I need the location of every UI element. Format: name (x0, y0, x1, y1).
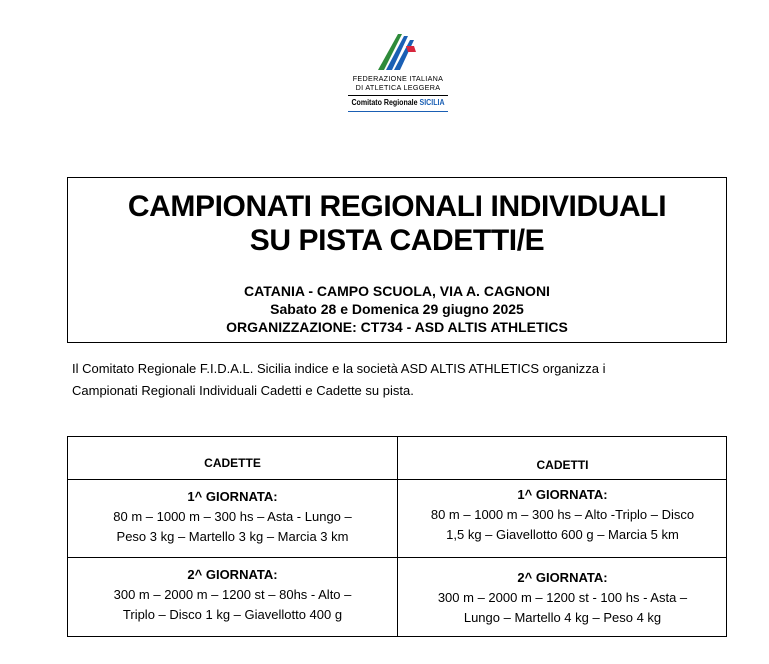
logo-underline (348, 111, 448, 112)
column-header-cadette: CADETTE (204, 456, 261, 470)
table-divider (68, 479, 726, 480)
table-cell-cadetti-day2 (398, 568, 727, 628)
events-line: 1,5 kg – Giavellotto 600 g – Marcia 5 km (446, 527, 679, 542)
day-label: 2^ GIORNATA: (517, 570, 608, 585)
intro-line: Campionati Regionali Individuali Cadetti e Cadette su pista. (72, 383, 414, 398)
table-divider (68, 557, 726, 558)
day-label: 1^ GIORNATA: (187, 489, 278, 504)
page-title-line1: CAMPIONATI REGIONALI INDIVIDUALI (127, 190, 667, 223)
events-line: 80 m – 1000 m – 300 hs – Alto -Triplo – Disco (430, 507, 695, 522)
column-header-cadetti: CADETTI (536, 458, 589, 472)
event-dates: Sabato 28 e Domenica 29 giugno 2025 (270, 301, 524, 317)
table-cell-cadette-day1 (68, 487, 397, 547)
day-label: 2^ GIORNATA: (187, 567, 278, 582)
events-line: Lungo – Martello 4 kg – Peso 4 kg (463, 610, 662, 625)
events-table (67, 436, 727, 637)
table-cell-cadette-day2 (68, 565, 397, 625)
logo-text-line2: DI ATLETICA LEGGERA (355, 83, 441, 92)
logo-divider (348, 95, 448, 96)
events-line: 300 m – 2000 m – 1200 st - 100 hs - Asta – (437, 590, 688, 605)
events-line: Peso 3 kg – Martello 3 kg – Marcia 3 km (116, 529, 349, 544)
intro-line: Il Comitato Regionale F.I.D.A.L. Sicilia indice e la società ASD ALTIS ATHLETICS organizza i (72, 361, 606, 376)
page-title-line2: SU PISTA CADETTI/E (249, 224, 545, 257)
event-location: CATANIA - CAMPO SCUOLA, VIA A. CAGNONI (244, 283, 550, 299)
title-box (67, 177, 727, 343)
logo-text-line1: FEDERAZIONE ITALIANA (352, 74, 444, 83)
intro-paragraph (72, 358, 712, 402)
fidal-emblem-icon (376, 32, 420, 72)
events-line: 80 m – 1000 m – 300 hs – Asta - Lungo – (113, 509, 352, 524)
logo-committee: Comitato Regionale SICILIA (351, 98, 445, 107)
events-line: Triplo – Disco 1 kg – Giavellotto 400 g (122, 607, 343, 622)
table-cell-cadetti-day1 (398, 485, 727, 545)
fidal-logo (336, 32, 460, 118)
events-line: 300 m – 2000 m – 1200 st – 80hs - Alto – (113, 587, 352, 602)
day-label: 1^ GIORNATA: (517, 487, 608, 502)
event-organization: ORGANIZZAZIONE: CT734 - ASD ALTIS ATHLETICS (226, 319, 568, 335)
